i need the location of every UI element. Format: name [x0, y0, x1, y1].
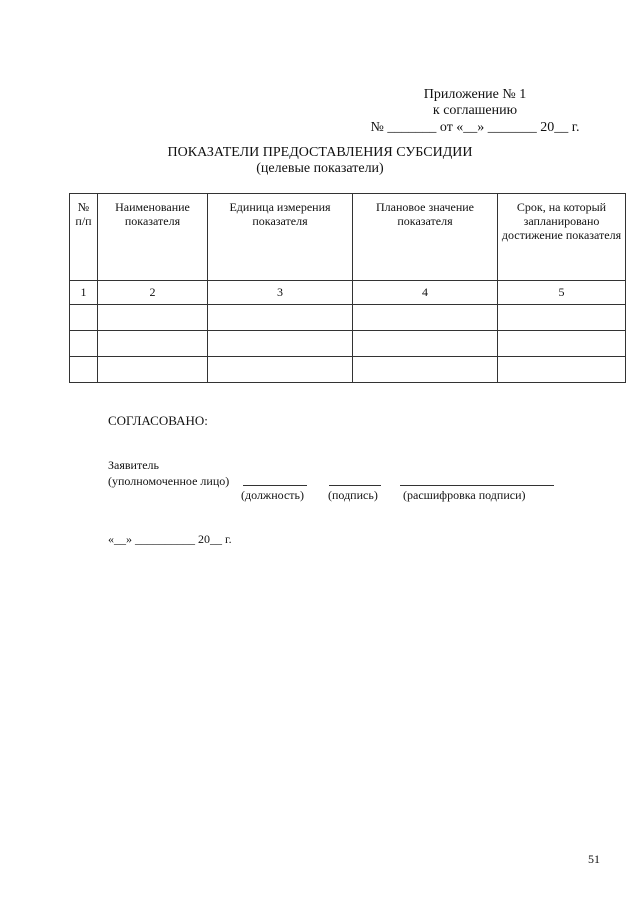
signature-decoding-line	[400, 485, 554, 486]
number-cell: 3	[208, 281, 353, 305]
table-cell	[498, 331, 626, 357]
table-cell	[498, 357, 626, 383]
table-cell	[208, 305, 353, 331]
appendix-title: Приложение № 1	[423, 87, 527, 102]
approval-date: «__» __________ 20__ г.	[108, 532, 232, 546]
table-cell	[353, 305, 498, 331]
table-cell	[98, 331, 208, 357]
header-cell-name: Наименование показателя	[98, 194, 208, 281]
appendix-agreement: к соглашению	[432, 103, 518, 118]
header-cell-plan: Плановое значение показателя	[353, 194, 498, 281]
number-cell: 4	[353, 281, 498, 305]
table-header-row	[70, 194, 626, 281]
table-cell	[70, 305, 98, 331]
number-cell: 5	[498, 281, 626, 305]
page-number: 51	[588, 852, 600, 866]
document-title: ПОКАЗАТЕЛИ ПРЕДОСТАВЛЕНИЯ СУБСИДИИ	[167, 145, 473, 160]
appendix-number-date: № _______ от «__» _______ 20__ г.	[370, 120, 580, 135]
table-row	[70, 305, 626, 331]
table-cell	[70, 331, 98, 357]
table-cell	[98, 305, 208, 331]
authorized-person-label: (уполномоченное лицо)	[108, 474, 230, 488]
number-cell: 2	[98, 281, 208, 305]
table-cell	[208, 331, 353, 357]
header-cell-term: Срок, на который запланировано достижение показателя	[498, 194, 626, 281]
table-numbering-row	[70, 281, 626, 305]
header-cell-unit: Единица измерения показателя	[208, 194, 353, 281]
table-row	[70, 357, 626, 383]
table-cell	[70, 357, 98, 383]
signature-line	[329, 485, 381, 486]
indicators-table	[69, 193, 626, 383]
table-row	[70, 331, 626, 357]
table-cell	[498, 305, 626, 331]
position-line	[243, 485, 307, 486]
table-cell	[353, 331, 498, 357]
signature-caption: (подпись)	[328, 488, 378, 502]
signature-decoding-caption: (расшифровка подписи)	[403, 488, 526, 502]
table-cell	[98, 357, 208, 383]
position-caption: (должность)	[241, 488, 304, 502]
approval-label: СОГЛАСОВАНО:	[108, 413, 208, 428]
number-cell: 1	[70, 281, 98, 305]
applicant-label: Заявитель	[108, 458, 159, 472]
table-cell	[353, 357, 498, 383]
document-subtitle: (целевые показатели)	[256, 161, 384, 176]
header-cell-number: № п/п	[70, 194, 98, 281]
table-cell	[208, 357, 353, 383]
